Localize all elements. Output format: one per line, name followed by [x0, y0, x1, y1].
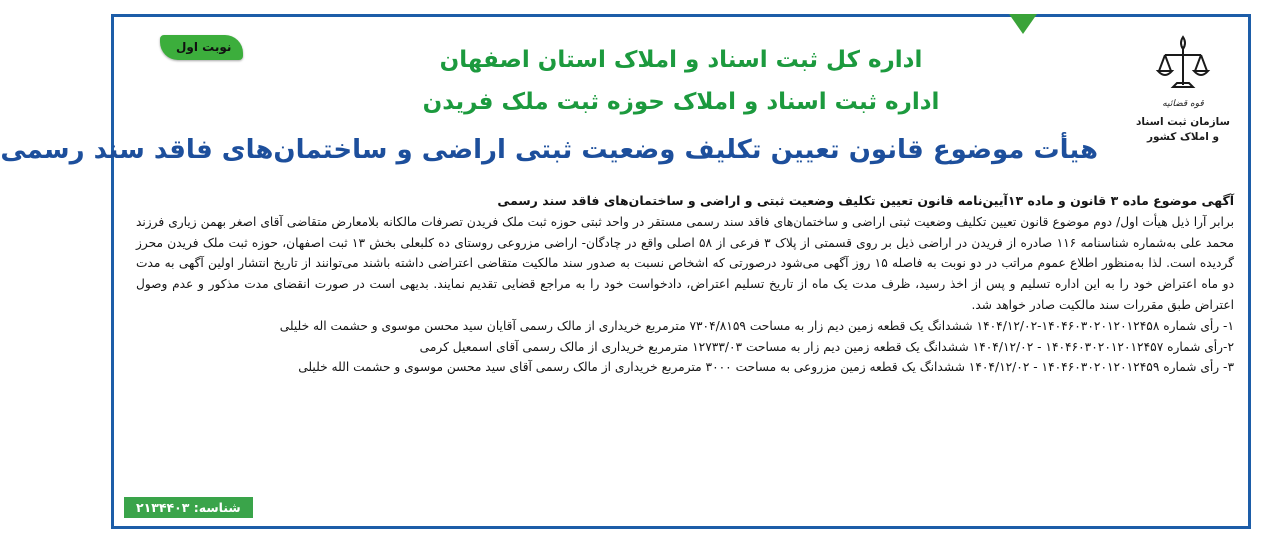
- header-titles: [264, 39, 1098, 123]
- logo-motto: قوه قضائیه: [1162, 99, 1204, 109]
- title-local-office: اداره ثبت اسناد و املاک حوزه ثبت ملک فریدن: [422, 89, 940, 115]
- title-general-office: اداره کل ثبت اسناد و املاک استان اصفهان: [439, 47, 923, 73]
- organization-name-line-1: سازمان ثبت اسناد: [1136, 116, 1230, 128]
- ruling-item-3: ۳- رأی شماره ۱۴۰۴۶۰۳۰۲۰۱۲۰۱۲۴۵۹ - ۱۴۰۴/۱۲/۰۲ ششدانگ یک قطعه زمین مزروعی به مساحت ۳۰۰۰ مترمربع خریداری از مالک رسمی آقای سید محسن موسوی و حشمت الله خلیلی: [298, 360, 1234, 375]
- ruling-item-2: ۲-رأی شماره ۱۴۰۴۶۰۳۰۲۰۱۲۰۱۲۴۵۷ - ۱۴۰۴/۱۲/۰۲ ششدانگ یک قطعه زمین دیم زار به مساحت ۱۲۷۳۳/۰۳ مترمربع خریداری از مالک رسمی آقای اسمعیل کرمی: [419, 339, 1234, 354]
- organization-name-line-2: و املاک کشور: [1146, 131, 1220, 143]
- notice-paragraph: برابر آرا ذیل هیأت اول/ دوم موضوع قانون تعیین تکلیف وضعیت ثبتی اراضی و ساختمان‌های فاقد سند رسمی مستقر در واحد ثبتی حوزه ثبت ملک فریدن تصرفات مالکانه بلامعارض متقاضی آقای اصغر بهمن زیاری فرزند محمد علی به‌شماره شناسنامه ۱۱۶ صادره از فریدن در اراضی ذیل بر روی قسمتی از پلاک ۳ فرعی از ۵۸ اصلی واقع در چادگان- اراضی مزروعی روستای ده کلبعلی بخش ۱۳ ثبت اصفهان، حوزه ثبت ملک فریدن محرز گردیده است. لذا به‌منظور اطلاع عموم مراتب در دو نوبت به فاصله ۱۵ روز آگهی می‌شود درصورتی که اشخاص نسبت به صدور سند مالکیت متقاضی اعتراضی داشته باشند می‌توانند از تاریخ انتشار اولین آگهی به مدت دو ماه اعتراض خود را به این اداره تسلیم و پس از اخذ رسید، ظرف مدت یک ماه از تاریخ تسلیم اعتراض، دادخواست خود را به مراجع قضایی تقدیم نمایند. بدیهی است در صورت انقضای مدت مذکور و عدم وصول اعتراض طبق مقررات سند مالکیت صادر خواهد شد.: [136, 214, 1234, 312]
- notice-body: [136, 191, 1234, 378]
- organization-logo-block: [1128, 31, 1238, 145]
- board-title: هیأت موضوع قانون تعیین تکلیف وضعیت ثبتی اراضی و ساختمان‌های فاقد سند رسمی: [0, 135, 1098, 165]
- ruling-item-1: ۱- رأی شماره ۱۴۰۴۶۰۳۰۲۰۱۲۰۱۲۴۵۸-۱۴۰۴/۱۲/۰۲ ششدانگ یک قطعه زمین دیم زار به مساحت ۷۳۰۴/۸۱۵۹ مترمربع خریداری از مالک رسمی آقایان سید محسن موسوی و حشمت اله خلیلی: [279, 318, 1234, 333]
- header: [0, 17, 1248, 177]
- scales-of-justice-emblem-icon: [1155, 31, 1211, 97]
- publication-round-badge: نوبت اول: [160, 35, 243, 60]
- organization-name: [1128, 115, 1238, 145]
- serial-id-badge: شناسه: ۲۱۳۴۴۰۳: [124, 497, 253, 518]
- notice-heading: آگهی موضوع ماده ۳ قانون و ماده ۱۳آیین‌نامه قانون تعیین تکلیف وضعیت ثبتی و اراضی و ساختمان‌های فاقد سند رسمی: [497, 193, 1234, 208]
- notice-frame: [0, 14, 1251, 529]
